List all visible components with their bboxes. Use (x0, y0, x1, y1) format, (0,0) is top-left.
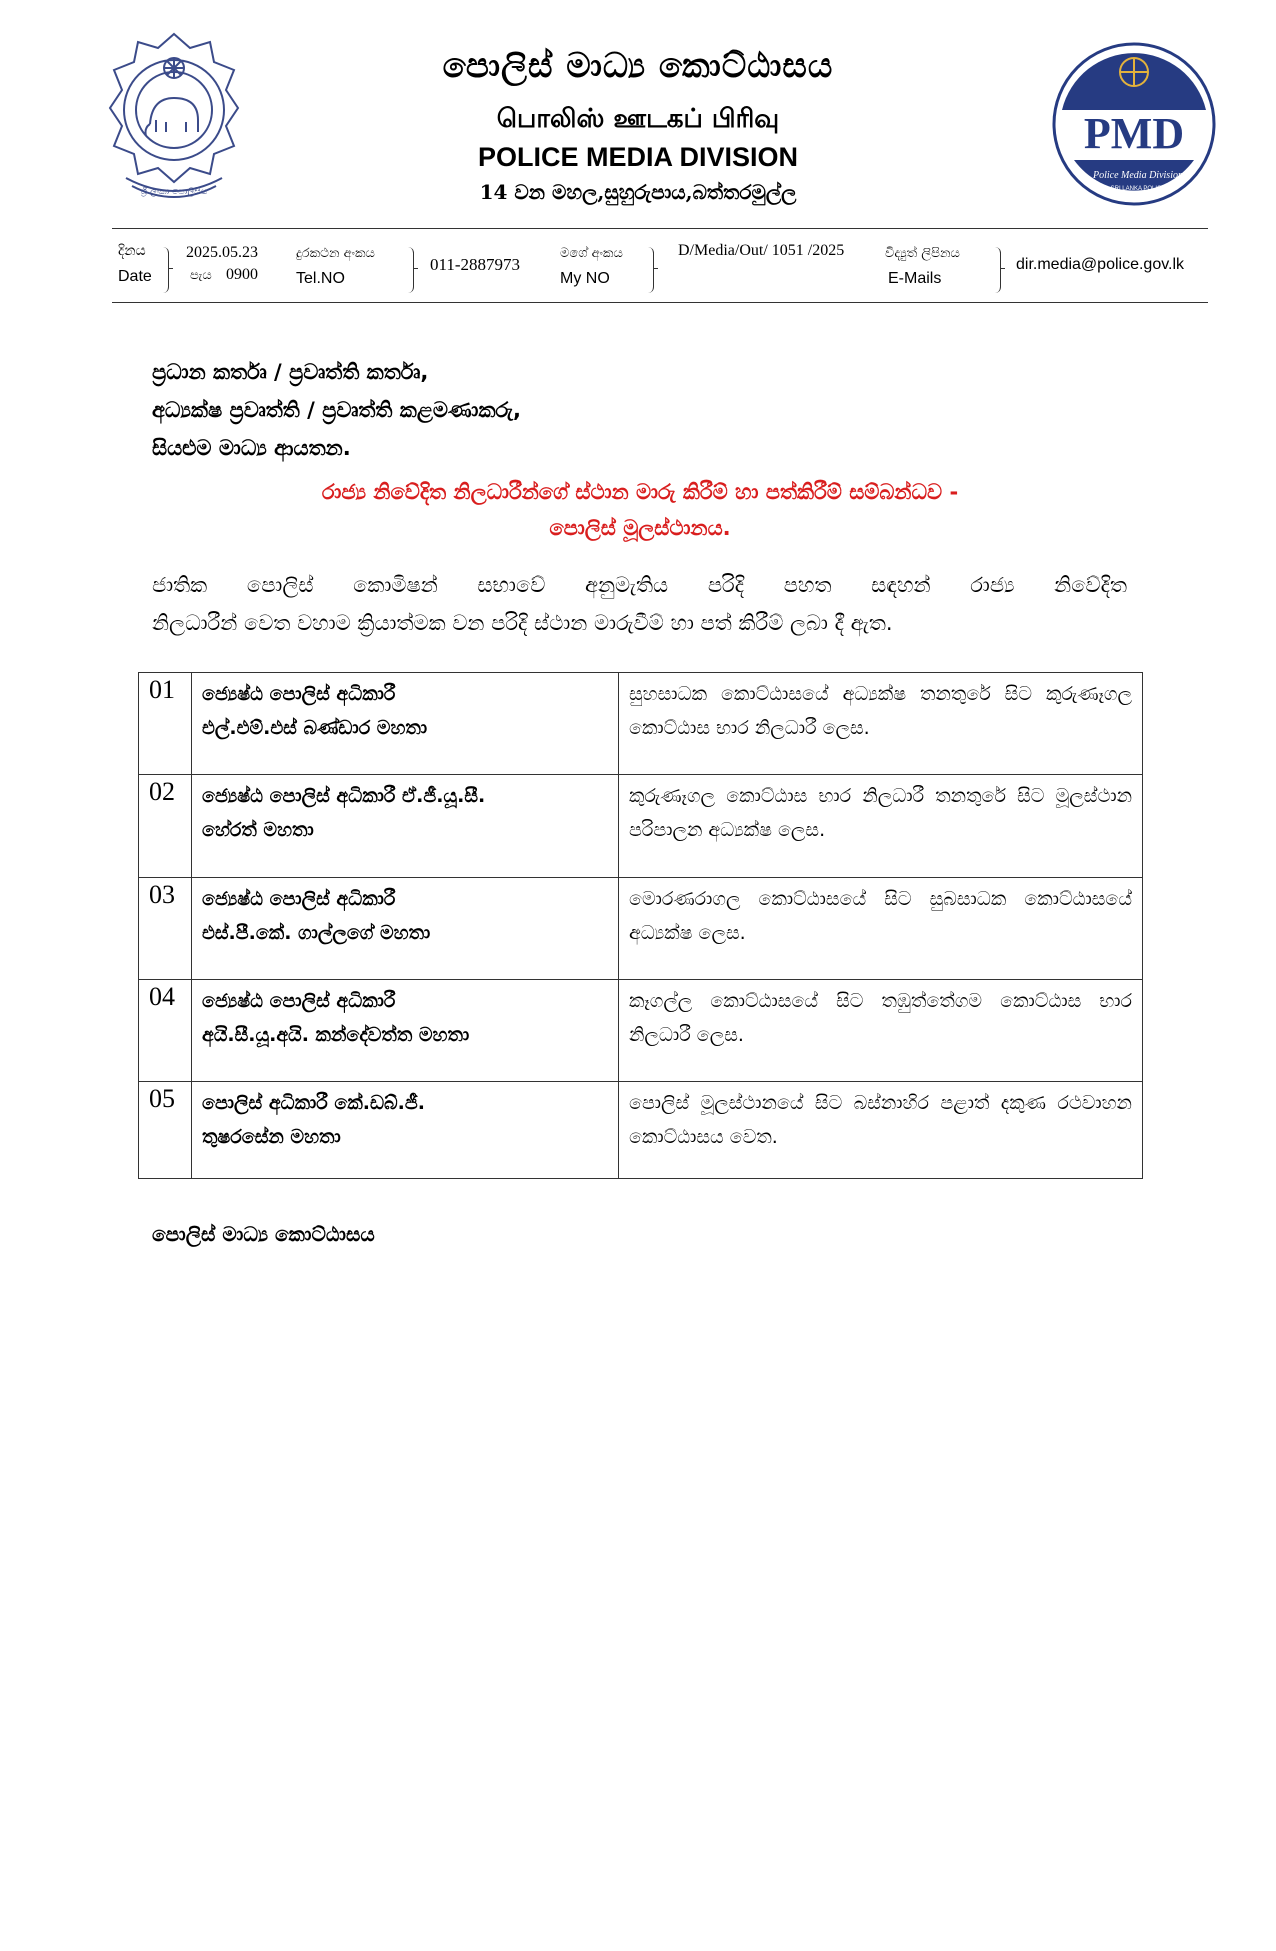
tel-value: 011-2887973 (430, 255, 521, 274)
officer-name (192, 980, 619, 1082)
info-bar-top-rule (112, 228, 1208, 229)
my-no-label-si: මගේ අංකය (560, 246, 623, 261)
table-row (139, 1082, 1143, 1179)
officer-fullname: අයි.සී.යූ.අයි. කන්දේවත්ත මහතා (202, 1024, 470, 1046)
intro-paragraph (152, 566, 1127, 642)
email-label-en: E-Mails (888, 270, 942, 287)
officer-name (192, 1082, 619, 1179)
addressee-line-2: අධ්‍යක්ෂ ප්‍රවෘත්ති / ප්‍රවෘත්ති කළමණාකරු, (152, 398, 522, 422)
pmd-logo-subtext: Police Media Division (1093, 170, 1183, 181)
tel-label-en: Tel.NO (296, 270, 345, 287)
date-label-en: Date (118, 268, 152, 285)
time-label: පැය (190, 268, 212, 283)
tel-label-si: දුරකථන අංකය (296, 246, 375, 261)
info-bar-bottom-rule (112, 302, 1208, 303)
table-row (139, 673, 1143, 775)
pmd-logo (1052, 42, 1216, 206)
header-address: 14 වන මහල,සුහුරුපාය,බත්තරමුල්ල (479, 180, 797, 204)
officer-name (192, 673, 619, 775)
my-no-value: D/Media/Out/ 1051 /2025 (678, 242, 845, 259)
officer-posting: කුරුණෑගල කොට්ඨාස භාර නිලධාරී තනතුරේ සිට මූලස්ථාන පරිපාලන අධ්‍යක්ෂ ලෙස. (619, 775, 1143, 878)
officer-number: 05 (139, 1082, 192, 1179)
header-title-sinhala: පොලිස් මාධ්‍ය කොට්ඨාසය (442, 46, 834, 86)
subject-line-2: පොලිස් මූලස්ථානය. (549, 516, 731, 540)
table-row (139, 878, 1143, 980)
email-value: dir.media@police.gov.lk (1016, 256, 1185, 273)
officer-name (192, 775, 619, 878)
addressee-line-1: ප්‍රධාන කර්තෘ / ප්‍රවෘත්ති කර්තෘ, (152, 360, 429, 384)
police-seal-emblem (106, 28, 242, 206)
intro-line-1: ජාතික පොලිස් කොමිෂන් සභාවේ අනුමැතිය පරිදි පහත සඳහන් රාජ්‍ය නිවේදිත (152, 573, 1127, 597)
officer-rank: ජ්‍යෙෂ්ඨ පොලිස් අධිකාරී ඒ.ජී.යූ.සී. (202, 785, 486, 807)
officer-rank: ජ්‍යෙෂ්ඨ පොලිස් අධිකාරී (202, 990, 396, 1012)
pmd-logo-country: SRI LANKA POLICE (1110, 186, 1166, 192)
my-no-brace (645, 247, 654, 293)
date-value: 2025.05.23 (186, 244, 258, 261)
seal-text: ශ්‍රී ලංකා පොලිසිය (140, 187, 208, 197)
officer-rank: පොලිස් අධිකාරී කේ.ඩබ්.ජී. (202, 1092, 425, 1114)
header-title-tamil: பொலிஸ் ஊடகப் பிரிவு (496, 104, 780, 134)
officer-posting: මොරණරාගල කොට්ඨාසයේ සිට සුබසාධක කොට්ඨාසයේ අධ්‍යක්ෂ ලෙස. (619, 878, 1143, 980)
officer-name (192, 878, 619, 980)
date-brace (160, 247, 169, 293)
officer-fullname: හේරත් මහතා (202, 819, 314, 841)
officer-number: 03 (139, 878, 192, 980)
email-brace (992, 247, 1001, 293)
officer-rank: ජ්‍යෙෂ්ඨ පොලිස් අධිකාරී (202, 683, 396, 705)
officer-posting: කෑගල්ල කොට්ඨාසයේ සිට තඹුත්තේගම කොට්ඨාස භාර නිලධාරී ලෙස. (619, 980, 1143, 1082)
time-value: 0900 (226, 266, 258, 283)
table-row (139, 980, 1143, 1082)
officers-table (138, 672, 1143, 1179)
officer-number: 02 (139, 775, 192, 878)
date-label-si: දිනය (118, 243, 146, 259)
officer-number: 04 (139, 980, 192, 1082)
officer-fullname: තුෂරසේන මහතා (202, 1126, 341, 1148)
table-row (139, 775, 1143, 878)
addressee-line-3: සියළුම මාධ්‍ය ආයතන. (152, 436, 351, 460)
header-title-english: POLICE MEDIA DIVISION (477, 142, 799, 172)
signoff: පොලිස් මාධ්‍ය කොට්ඨාසය (152, 1222, 375, 1246)
officer-number: 01 (139, 673, 192, 775)
email-label-si: විද්‍යුත් ලිපිනය (885, 246, 960, 261)
officer-fullname: එල්.එම්.එස් බණ්ඩාර මහතා (202, 717, 428, 739)
officer-posting: පොලිස් මූලස්ථානයේ සිට බස්නාහිර පළාත් දකුණ රථවාහන කොට්ඨාසය වෙත. (619, 1082, 1143, 1179)
subject-line-1: රාජ්‍ය නිවේදිත නිලධාරීන්ගේ ස්ථාන මාරු කිරීම් හා පත්කිරීම් සම්බන්ධව - (321, 480, 959, 504)
officer-rank: ජ්‍යෙෂ්ඨ පොලිස් අධිකාරී (202, 888, 396, 910)
pmd-logo-text: PMD (1083, 109, 1185, 158)
intro-line-2: නිලධාරීන් වෙත වහාම ක්‍රියාත්මක වන පරිදි ස්ථාන මාරුවීම් හා පත් කිරීම් ලබා දී ඇත. (152, 611, 893, 635)
officer-fullname: එස්.පී.කේ. ගාල්ලගේ මහතා (202, 922, 431, 944)
tel-brace (405, 247, 414, 293)
my-no-label-en: My NO (560, 270, 610, 287)
officer-posting: සුහසාධක කොට්ඨාසයේ අධ්‍යක්ෂ තනතුරේ සිට කුරුණෑගල කොට්ඨාස භාර නිලධාරී ලෙස. (619, 673, 1143, 775)
